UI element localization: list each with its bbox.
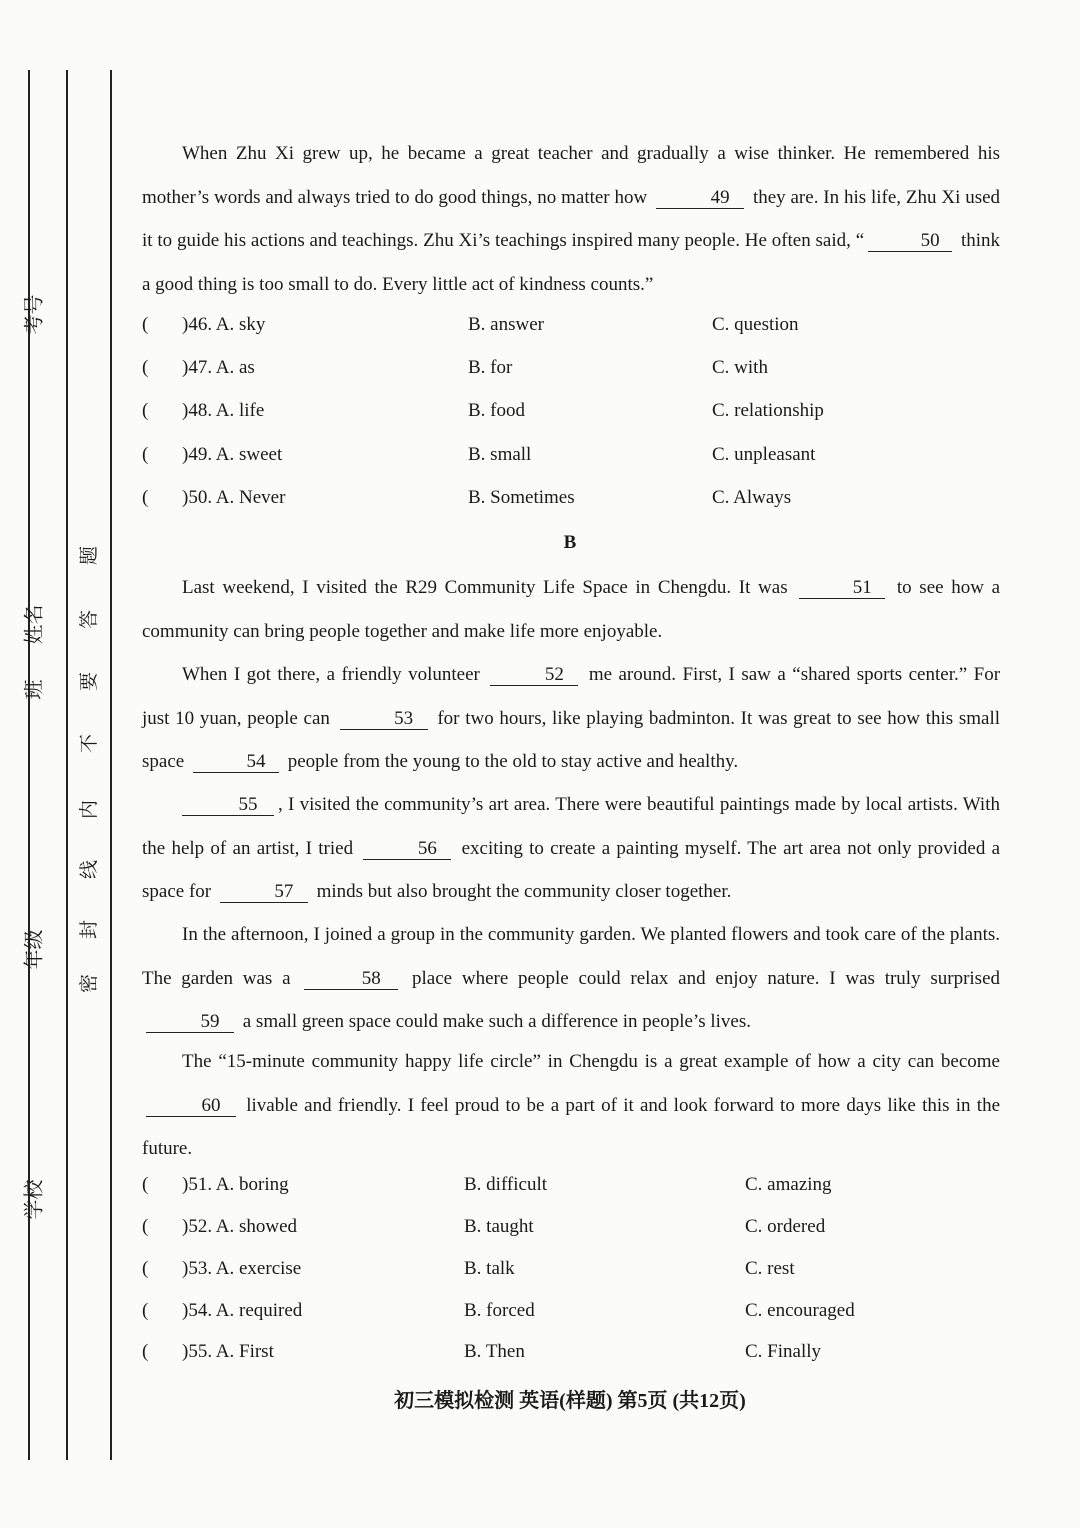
seal-char: 题 xyxy=(79,545,101,566)
blank-54[interactable]: 54 xyxy=(193,752,279,773)
seal-char: 内 xyxy=(79,799,101,820)
passage-b-paragraph-2: When I got there, a friendly volunteer 52 me around. First, I saw a “shared sports center.” For just 10 yuan, people can 53 for two hours, like playing badminton. It was great to see how this small space 54 people from the young to the old to stay active and healthy. xyxy=(142,664,1001,772)
section-b-title: B xyxy=(563,532,577,553)
option-row-47: ( )47. A. as B. for C. with xyxy=(142,357,768,378)
passage-a-paragraph: When Zhu Xi grew up, he became a great teacher and gradually a wise thinker. He remembered his mother’s words and always tried to do good things, no matter how 49 they are. In his life, Zhu Xi used it to guide his actions and teachings. Zhu Xi’s teachings inspired many people. He often said, “ 50 think a good thing is too small to do. Every little act of kindness counts.” xyxy=(142,143,1001,295)
passage-b-paragraph-3: 55 , I visited the community’s art area. There were beautiful paintings made by local artists. With the help of an artist, I tried 56 exciting to create a painting myself. The art area not only provided a space for 57 minds but also brought the community closer together. xyxy=(142,794,1001,902)
blank-53[interactable]: 53 xyxy=(340,709,428,730)
seal-char: 线 xyxy=(79,859,101,880)
option-row-52: ( )52. A. showed B. taught C. ordered xyxy=(142,1216,826,1237)
blank-55[interactable]: 55 xyxy=(182,795,274,816)
blank-57[interactable]: 57 xyxy=(220,882,308,903)
blank-60[interactable]: 60 xyxy=(146,1096,236,1117)
seal-char: 封 xyxy=(79,919,101,940)
class-label: 班 xyxy=(23,679,46,700)
option-row-46: ( )46. A. sky B. answer C. question xyxy=(142,314,799,335)
option-row-54: ( )54. A. required B. forced C. encouraged xyxy=(142,1300,855,1321)
passage-b-paragraph-4: In the afternoon, I joined a group in the community garden. We planted flowers and took care of the plants. The garden was a 58 place where people could relax and enjoy nature. I was truly surprised 59 a small green space could make such a difference in people’s lives. xyxy=(142,924,1001,1032)
option-row-53: ( )53. A. exercise B. talk C. rest xyxy=(142,1258,795,1279)
blank-58[interactable]: 58 xyxy=(304,969,398,990)
grade-label: 年级 xyxy=(23,929,46,970)
option-row-50: ( )50. A. Never B. Sometimes C. Always xyxy=(142,487,792,508)
blank-50[interactable]: 50 xyxy=(868,231,952,252)
passage-b-paragraph-1: Last weekend, I visited the R29 Community Life Space in Chengdu. It was 51 to see how a community can bring people together and make life more enjoyable. xyxy=(142,577,1000,642)
option-row-55: ( )55. A. First B. Then C. Finally xyxy=(142,1341,822,1362)
seal-char: 要 xyxy=(79,671,101,692)
margin-line-right xyxy=(110,70,112,1460)
seal-char: 不 xyxy=(79,733,101,754)
seal-char: 答 xyxy=(79,609,101,630)
blank-52[interactable]: 52 xyxy=(490,665,578,686)
passage-b-paragraph-5: The “15-minute community happy life circle” in Chengdu is a great example of how a city can become 60 livable and friendly. I feel proud to be a part of it and look forward to more days like this in the future. xyxy=(142,1051,1000,1159)
margin-line-left xyxy=(28,70,30,1460)
option-row-51: ( )51. A. boring B. difficult C. amazing xyxy=(142,1174,832,1195)
blank-59[interactable]: 59 xyxy=(146,1012,234,1033)
seal-char: 密 xyxy=(79,973,101,994)
option-row-49: ( )49. A. sweet B. small C. unpleasant xyxy=(142,444,816,465)
option-row-48: ( )48. A. life B. food C. relationship xyxy=(142,400,824,421)
school-label: 学校 xyxy=(23,1179,46,1220)
page-footer: 初三模拟检测 英语(样题) 第5页 (共12页) xyxy=(394,1390,746,1412)
name-label: 姓名 xyxy=(23,604,46,645)
blank-56[interactable]: 56 xyxy=(363,839,451,860)
margin-line-middle xyxy=(66,70,68,1460)
blank-51[interactable]: 51 xyxy=(799,578,885,599)
exam-number-label: 考号 xyxy=(23,294,46,335)
blank-49[interactable]: 49 xyxy=(656,188,744,209)
